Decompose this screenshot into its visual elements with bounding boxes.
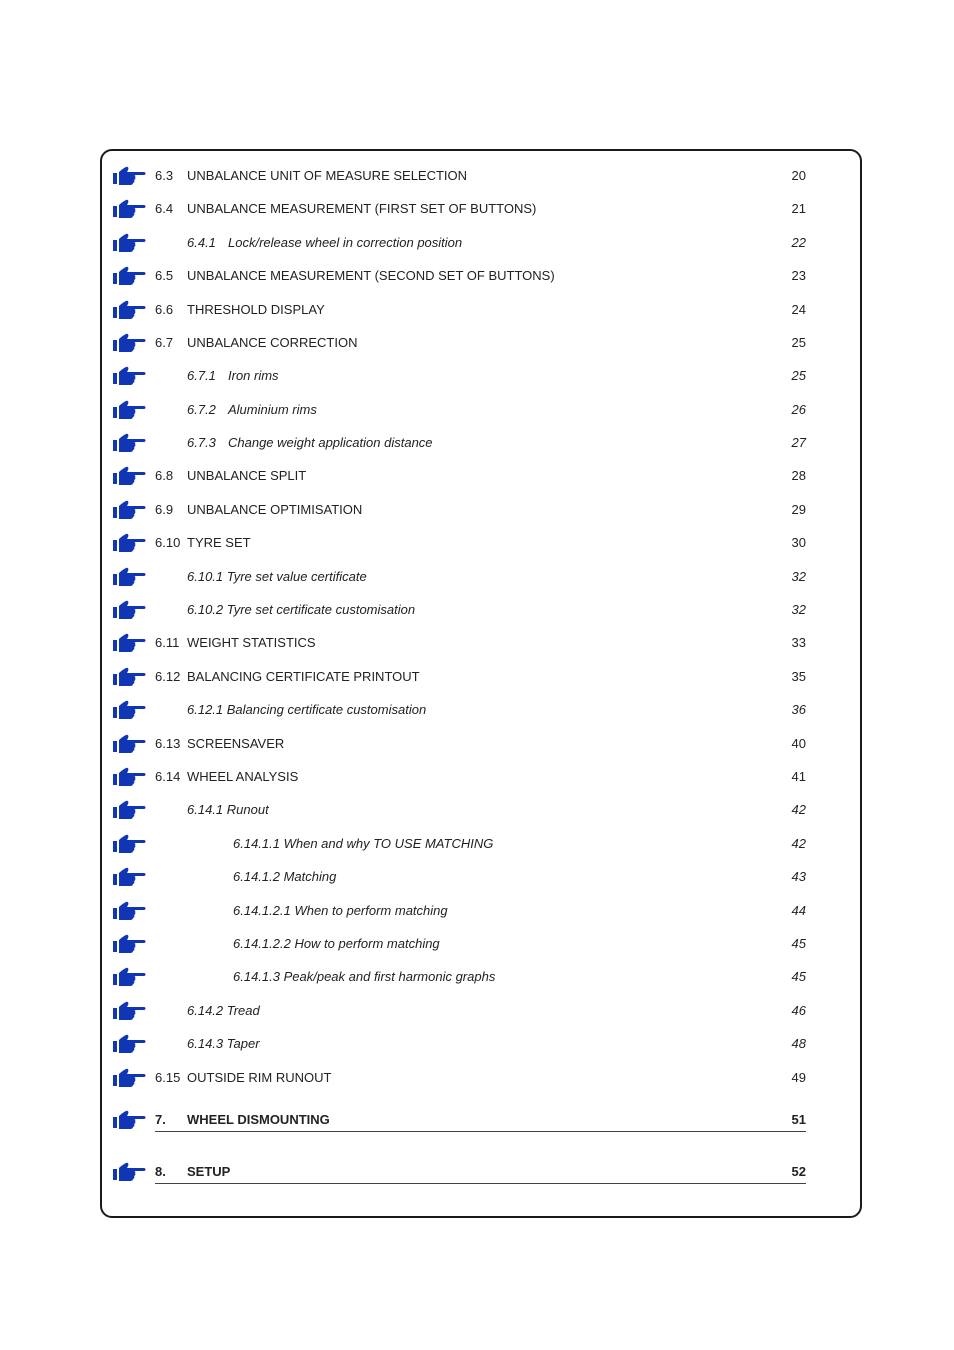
toc-entry-title: 6.14.1.2.1 When to perform matching <box>233 903 448 918</box>
toc-subentry[interactable] <box>0 866 954 888</box>
pointing-hand-icon <box>112 533 146 553</box>
toc-entry-page: 44 <box>791 903 806 918</box>
toc-entry-number: 6.8 <box>155 468 174 483</box>
toc-entry-page: 35 <box>791 669 806 684</box>
toc-chapter[interactable] <box>0 1161 954 1183</box>
toc-entry-page: 33 <box>791 635 806 650</box>
toc-entry[interactable] <box>0 733 954 755</box>
toc-subentry[interactable] <box>0 1000 954 1022</box>
toc-entry-page: 26 <box>791 402 806 417</box>
pointing-hand-icon <box>112 300 146 320</box>
toc-subentry[interactable] <box>0 232 954 254</box>
toc-entry-number: 6.11 <box>155 635 180 650</box>
toc-chapter-title: SETUP <box>187 1164 231 1179</box>
toc-entry-title: THRESHOLD DISPLAY <box>187 302 325 317</box>
toc-entry-page: 32 <box>791 569 806 584</box>
toc-entry-page: 42 <box>791 836 806 851</box>
toc-subentry[interactable] <box>0 933 954 955</box>
toc-entry-number: 6.7.2 <box>187 402 216 417</box>
pointing-hand-icon <box>112 600 146 620</box>
toc-entry-title: Lock/release wheel in correction position <box>228 235 463 250</box>
pointing-hand-icon <box>112 567 146 587</box>
pointing-hand-icon <box>112 800 146 820</box>
pointing-hand-icon <box>112 333 146 353</box>
toc-entry-page: 25 <box>791 368 806 383</box>
toc-entry-page: 25 <box>791 335 806 350</box>
toc-entry-page: 24 <box>791 302 806 317</box>
pointing-hand-icon <box>112 1110 146 1130</box>
toc-entry-title: 6.14.1.3 Peak/peak and first harmonic graphs <box>233 969 496 984</box>
toc-entry-title: Iron rims <box>228 368 279 383</box>
pointing-hand-icon <box>112 700 146 720</box>
pointing-hand-icon <box>112 734 146 754</box>
toc-subentry[interactable] <box>0 399 954 421</box>
toc-subentry[interactable] <box>0 699 954 721</box>
toc-entry-page: 45 <box>791 969 806 984</box>
toc-entry-number: 6.13 <box>155 736 181 751</box>
toc-chapter-number: 7. <box>155 1112 166 1127</box>
pointing-hand-icon <box>112 667 146 687</box>
toc-entry-number: 6.6 <box>155 302 174 317</box>
pointing-hand-icon <box>112 901 146 921</box>
pointing-hand-icon <box>112 633 146 653</box>
toc-entry-title: Aluminium rims <box>228 402 317 417</box>
toc-entry-title: 6.12.1 Balancing certificate customisation <box>187 702 427 717</box>
toc-entry-number: 6.4.1 <box>187 235 216 250</box>
toc-entry[interactable] <box>0 198 954 220</box>
toc-entry-title: WEIGHT STATISTICS <box>187 635 316 650</box>
toc-entry[interactable] <box>0 465 954 487</box>
toc-subentry[interactable] <box>0 1033 954 1055</box>
toc-entry-number: 6.5 <box>155 268 174 283</box>
toc-entry-title: UNBALANCE MEASUREMENT (SECOND SET OF BUTTONS) <box>187 268 555 283</box>
toc-entry[interactable] <box>0 265 954 287</box>
toc-subentry[interactable] <box>0 833 954 855</box>
toc-chapter-page: 52 <box>791 1164 806 1179</box>
toc-entry-title: 6.14.3 Taper <box>187 1036 260 1051</box>
toc-entry-title: SCREENSAVER <box>187 736 285 751</box>
toc-entry-page: 45 <box>791 936 806 951</box>
toc-entry-title: BALANCING CERTIFICATE PRINTOUT <box>187 669 420 684</box>
toc-subentry[interactable] <box>0 900 954 922</box>
toc-entry-number: 6.12 <box>155 669 181 684</box>
toc-entry-page: 22 <box>791 235 806 250</box>
toc-entry-page: 48 <box>791 1036 806 1051</box>
toc-entry-page: 27 <box>791 435 806 450</box>
toc-entry-number: 6.3 <box>155 168 174 183</box>
toc-entry[interactable] <box>0 1067 954 1089</box>
toc-entry[interactable] <box>0 299 954 321</box>
toc-entry-title: 6.14.1.2.2 How to perform matching <box>233 936 440 951</box>
toc-entry-title: OUTSIDE RIM RUNOUT <box>187 1070 332 1085</box>
pointing-hand-icon <box>112 199 146 219</box>
pointing-hand-icon <box>112 1068 146 1088</box>
pointing-hand-icon <box>112 767 146 787</box>
pointing-hand-icon <box>112 1034 146 1054</box>
toc-entry-number: 6.9 <box>155 502 174 517</box>
pointing-hand-icon <box>112 266 146 286</box>
toc-entry-title: 6.14.1.1 When and why TO USE MATCHING <box>233 836 494 851</box>
toc-entry-page: 36 <box>791 702 806 717</box>
toc-chapter[interactable] <box>0 1109 954 1131</box>
toc-subentry[interactable] <box>0 566 954 588</box>
toc-chapter-page: 51 <box>791 1112 806 1127</box>
pointing-hand-icon <box>112 834 146 854</box>
pointing-hand-icon <box>112 400 146 420</box>
toc-entry-page: 28 <box>791 468 806 483</box>
toc-entry-title: TYRE SET <box>187 535 251 550</box>
toc-entry-page: 32 <box>791 602 806 617</box>
toc-entry-number: 6.7.3 <box>187 435 216 450</box>
toc-entry-page: 42 <box>791 802 806 817</box>
pointing-hand-icon <box>112 433 146 453</box>
toc-entry-page: 20 <box>791 168 806 183</box>
toc-entry-page: 43 <box>791 869 806 884</box>
toc-entry-title: UNBALANCE OPTIMISATION <box>187 502 363 517</box>
pointing-hand-icon <box>112 466 146 486</box>
toc-entry-title: UNBALANCE MEASUREMENT (FIRST SET OF BUTTONS) <box>187 201 537 216</box>
toc-entry-page: 40 <box>791 736 806 751</box>
toc-entry-page: 30 <box>791 535 806 550</box>
toc-chapter-number: 8. <box>155 1164 166 1179</box>
toc-entry[interactable] <box>0 499 954 521</box>
pointing-hand-icon <box>112 967 146 987</box>
toc-entry-page: 23 <box>791 268 806 283</box>
toc-entry-number: 6.14 <box>155 769 181 784</box>
pointing-hand-icon <box>112 1162 146 1182</box>
toc-entry-page: 41 <box>791 769 806 784</box>
pointing-hand-icon <box>112 934 146 954</box>
toc-subentry[interactable] <box>0 966 954 988</box>
toc-subentry[interactable] <box>0 365 954 387</box>
toc-entry-page: 29 <box>791 502 806 517</box>
chapter-underline <box>155 1183 806 1184</box>
toc-subentry[interactable] <box>0 599 954 621</box>
toc-chapter-title: WHEEL DISMOUNTING <box>187 1112 330 1127</box>
toc-entry-number: 6.10 <box>155 535 181 550</box>
toc-entry-number: 6.7.1 <box>187 368 216 383</box>
toc-entry-title: UNBALANCE CORRECTION <box>187 335 358 350</box>
toc-entry-title: Change weight application distance <box>228 435 433 450</box>
toc-entry-title: UNBALANCE UNIT OF MEASURE SELECTION <box>187 168 468 183</box>
toc-entry[interactable] <box>0 666 954 688</box>
toc-entry-page: 49 <box>791 1070 806 1085</box>
pointing-hand-icon <box>112 366 146 386</box>
toc-entry-page: 21 <box>791 201 806 216</box>
toc-entry[interactable] <box>0 165 954 187</box>
pointing-hand-icon <box>112 500 146 520</box>
toc-entry[interactable] <box>0 632 954 654</box>
toc-entry[interactable] <box>0 332 954 354</box>
toc-entry-title: WHEEL ANALYSIS <box>187 769 299 784</box>
toc-entry-number: 6.4 <box>155 201 174 216</box>
pointing-hand-icon <box>112 166 146 186</box>
toc-entry-number: 6.15 <box>155 1070 181 1085</box>
pointing-hand-icon <box>112 1001 146 1021</box>
toc-subentry[interactable] <box>0 432 954 454</box>
pointing-hand-icon <box>112 867 146 887</box>
toc-entry-title: 6.14.1 Runout <box>187 802 269 817</box>
toc-entry-title: 6.10.2 Tyre set certificate customisation <box>187 602 416 617</box>
toc-entry[interactable] <box>0 532 954 554</box>
toc-entry-number: 6.7 <box>155 335 174 350</box>
toc-subentry[interactable] <box>0 799 954 821</box>
toc-entry-title: 6.10.1 Tyre set value certificate <box>187 569 367 584</box>
chapter-underline <box>155 1131 806 1132</box>
pointing-hand-icon <box>112 233 146 253</box>
toc-entry-page: 46 <box>791 1003 806 1018</box>
toc-entry[interactable] <box>0 766 954 788</box>
toc-entry-title: 6.14.1.2 Matching <box>233 869 337 884</box>
toc-entry-title: 6.14.2 Tread <box>187 1003 260 1018</box>
toc-entry-title: UNBALANCE SPLIT <box>187 468 307 483</box>
